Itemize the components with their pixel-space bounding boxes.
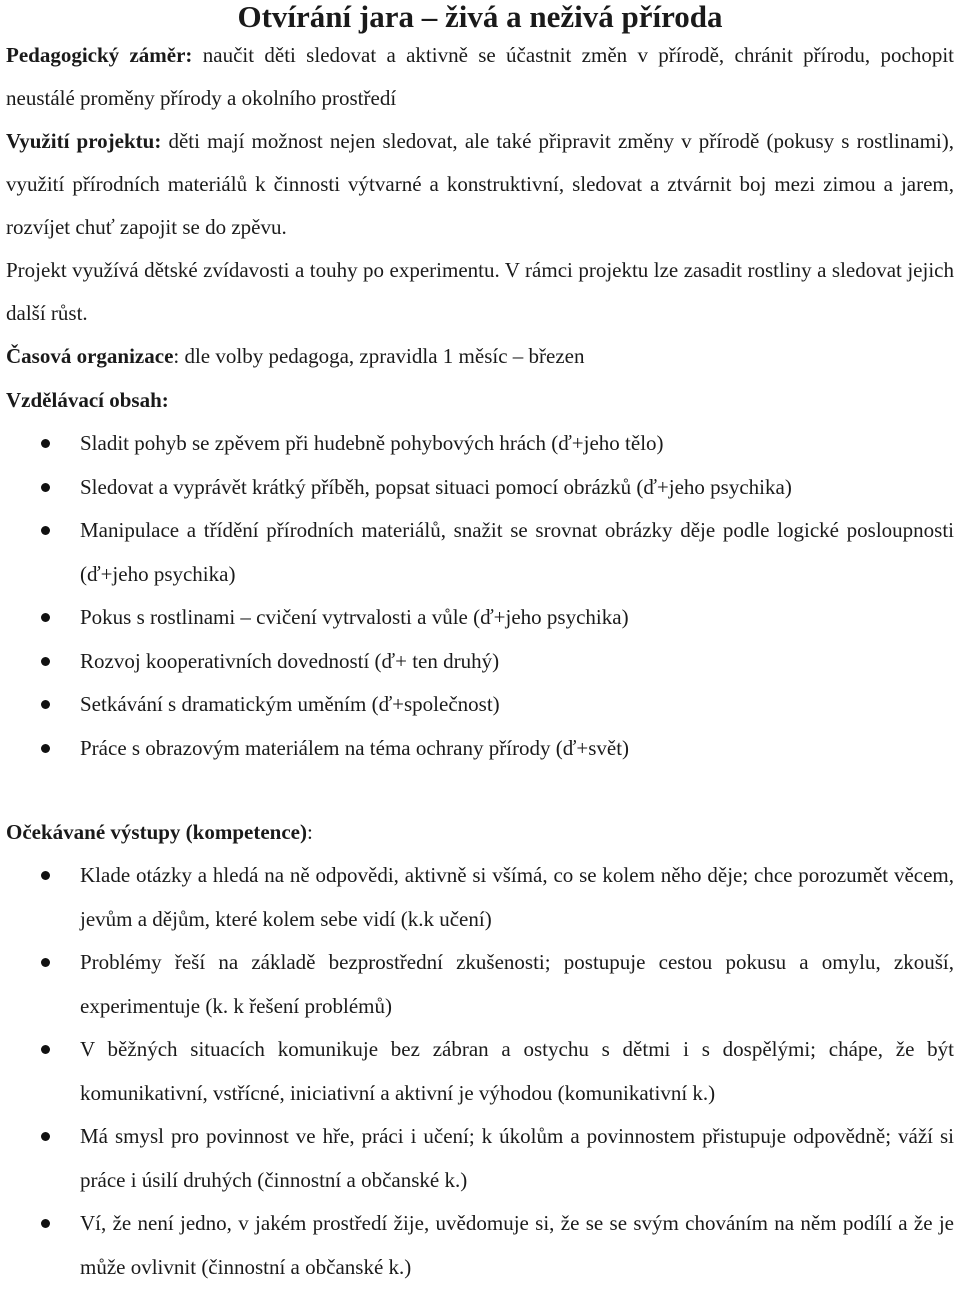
bullet-icon	[41, 657, 50, 666]
list-item-text: Setkávání s dramatickým uměním (ď+společnost)	[80, 692, 500, 716]
bullet-icon	[41, 483, 50, 492]
paragraph-pedagogical-aim	[6, 34, 954, 120]
bullet-icon	[41, 1045, 50, 1054]
bullet-icon	[41, 526, 50, 535]
section-spacer	[6, 770, 954, 810]
list-item	[6, 1115, 954, 1202]
pedagogical-aim-label: Pedagogický záměr:	[6, 43, 193, 67]
project-use-label: Využití projektu:	[6, 129, 162, 153]
list-item-text: Sladit pohyb se zpěvem při hudebně pohybových hrách (ď+jeho tělo)	[80, 431, 664, 455]
list-item	[6, 727, 954, 771]
list-item-text: Sledovat a vyprávět krátký příběh, popsat situaci pomocí obrázků (ď+jeho psychika)	[80, 474, 792, 499]
bullet-icon	[41, 958, 50, 967]
list-item	[6, 854, 954, 941]
bullet-icon	[41, 1132, 50, 1141]
bullet-icon	[41, 871, 50, 880]
pedagogical-aim-text: naučit děti sledovat a aktivně se účastnit změn v přírodě, chránit přírodu, pochopit neustálé proměny přírody a okolního prostředí	[6, 43, 954, 110]
bullet-icon	[41, 744, 50, 753]
bullet-icon	[41, 439, 50, 448]
list-item	[6, 1202, 954, 1289]
time-organization-label: Časová organizace	[6, 344, 174, 368]
project-use-text: děti mají možnost nejen sledovat, ale také připravit změny v přírodě (pokusy s rostlinami), využití přírodních materiálů k činnosti výtvarné a konstruktivní, sledovat a ztvárnit boj mezi zimou a jarem, rozvíjet chuť zapojit se do zpěvu.	[6, 129, 954, 239]
list-item-text: Klade otázky a hledá na ně odpovědi, aktivně si všímá, co se kolem něho děje; chce porozumět věcem, jevům a dějům, které kolem sebe vidí (k.k učení)	[80, 863, 954, 931]
expected-outcomes-heading-tail: :	[306, 820, 313, 844]
list-item-text: Manipulace a třídění přírodních materiálů, snažit se srovnat obrázky děje podle logické posloupnosti (ď+jeho psychika)	[80, 518, 954, 586]
list-item-text: Práce s obrazovým materiálem na téma ochrany přírody (ď+svět)	[80, 735, 630, 760]
bullet-icon	[41, 613, 50, 622]
list-item	[6, 1028, 954, 1115]
list-item-text: Problémy řeší na základě bezprostřední zkušenosti; postupuje cestou pokusu a omylu, zkouší, experimentuje (k. k řešení problémů)	[80, 950, 954, 1018]
list-item	[6, 683, 954, 727]
bullet-icon	[41, 1219, 50, 1228]
document-title: Otvírání jara – živá a neživá příroda	[237, 0, 723, 34]
list-item	[6, 509, 954, 596]
time-organization-text: : dle volby pedagoga, zpravidla 1 měsíc – březen	[173, 344, 585, 368]
list-item	[6, 596, 954, 640]
bullet-icon	[41, 700, 50, 709]
list-item-text: V běžných situacích komunikuje bez zábran a ostychu s dětmi i s dospělými; chápe, že být komunikativní, vstřícné, iniciativní a aktivní je výhodou (komunikativní k.)	[80, 1037, 954, 1105]
list-item	[6, 422, 954, 466]
expected-outcomes-heading-bold: Očekávané výstupy (kompetence)	[6, 820, 307, 844]
paragraph-project-use	[6, 120, 954, 249]
paragraph-time-organization	[6, 335, 954, 378]
paragraph-project-curiosity: Projekt využívá dětské zvídavosti a touhy po experimentu. V rámci projektu lze zasadit rostliny a sledovat jejich další růst.	[6, 258, 954, 325]
list-item	[6, 941, 954, 1028]
educational-content-heading: Vzdělávací obsah:	[6, 388, 169, 412]
list-item-text: Pokus s rostlinami – cvičení vytrvalosti a vůle (ď+jeho psychika)	[80, 605, 629, 629]
list-item-text: Ví, že není jedno, v jakém prostředí žije, uvědomuje si, že se se svým chováním na něm podílí a že je může ovlivnit (činnostní a občanské k.)	[80, 1211, 954, 1279]
list-item-text: Rozvoj kooperativních dovedností (ď+ ten druhý)	[80, 648, 500, 673]
expected-outcomes-heading	[6, 810, 954, 854]
educational-content-list	[6, 422, 954, 770]
expected-outcomes-list	[6, 854, 954, 1289]
list-item	[6, 640, 954, 684]
list-item	[6, 466, 954, 510]
list-item-text: Má smysl pro povinnost ve hře, práci i učení; k úkolům a povinnostem přistupuje odpovědně; váží si práce i úsilí druhých (činnostní a občanské k.)	[80, 1124, 954, 1192]
